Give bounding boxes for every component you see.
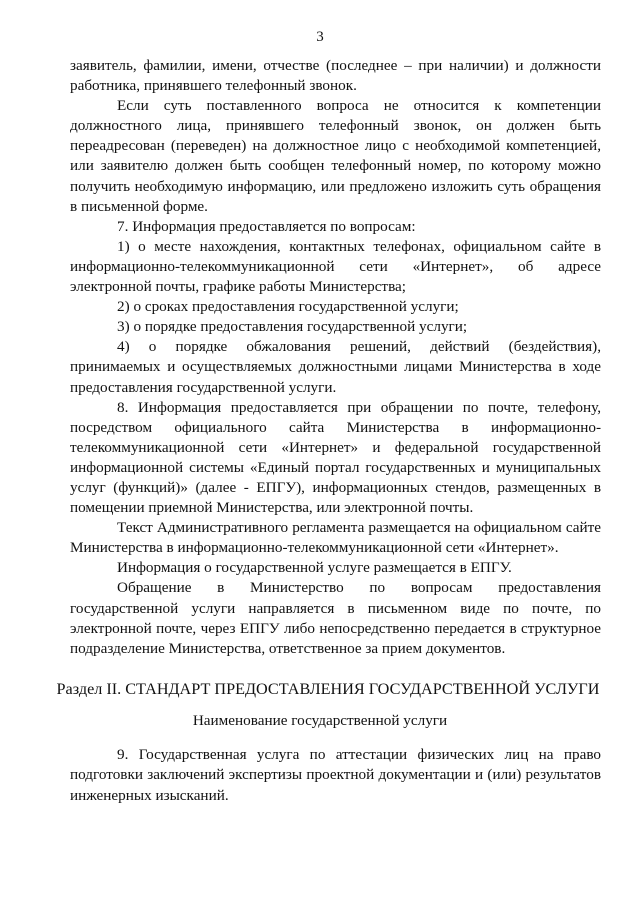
paragraph: 9. Государственная услуга по аттестации физических лиц на право подготовки заключений экспертизы проектной документации и (или) результатов инженерных изысканий. xyxy=(70,746,601,804)
paragraph: Текст Административного регламента размещается на официальном сайте Министерства в информационно-телекоммуникационной сети «Интернет». xyxy=(70,519,601,557)
paragraph: Если суть поставленного вопроса не относится к компетенции должностного лица, принявшего телефонный звонок, он должен быть переадресован (переведен) на должностное лицо с необходимой компетенцией, или заявителю должен быть сообщен телефонный номер, по которому можно получить необходимую информацию, или предложено изложить суть обращения в письменной форме. xyxy=(70,97,601,215)
document-body xyxy=(70,56,601,659)
paragraph: 1) о месте нахождения, контактных телефонах, официальном сайте в информационно-телекоммуникационной сети «Интернет», об адресе электронной почты, графике работы Министерства; xyxy=(70,237,601,296)
paragraph: Обращение в Министерство по вопросам предоставления государственной услуги направляется в письменном виде по почте, по электронной почте, через ЕПГУ либо непосредственно передается в структурное подразделение Министерства, ответственное за прием документов. xyxy=(70,579,601,657)
page-number: 3 xyxy=(316,29,324,45)
paragraph-9-block xyxy=(70,745,601,806)
paragraph: 7. Информация предоставляется по вопросам: xyxy=(117,217,416,235)
paragraph: 2) о сроках предоставления государственной услуги; xyxy=(117,298,459,316)
paragraph: 8. Информация предоставляется при обращении по почте, телефону, посредством официального сайта Министерства в информационно-телекоммуникационной сети «Интернет» и федеральной государственной информационной системы «Единый портал государственных и муниципальных услуг (функций)» (далее - ЕПГУ), информационных стендов, размещенных в помещении приемной Министерства, или электронной почты. xyxy=(70,398,601,517)
paragraph: 3) о порядке предоставления государственной услуги; xyxy=(117,318,468,336)
paragraph: 4) о порядке обжалования решений, действий (бездействия), принимаемых и осуществляемых должностными лицами Министерства в ходе предоставления государственной услуги. xyxy=(70,338,601,396)
subheading: Наименование государственной услуги xyxy=(192,712,448,729)
paragraph: Информация о государственной услуге размещается в ЕПГУ. xyxy=(117,559,512,577)
section-title: Раздел II. СТАНДАРТ ПРЕДОСТАВЛЕНИЯ ГОСУДАРСТВЕННОЙ УСЛУГИ xyxy=(56,680,600,698)
paragraph: заявитель, фамилии, имени, отчестве (последнее – при наличии) и должности работника, принявшего телефонный звонок. xyxy=(70,57,601,95)
